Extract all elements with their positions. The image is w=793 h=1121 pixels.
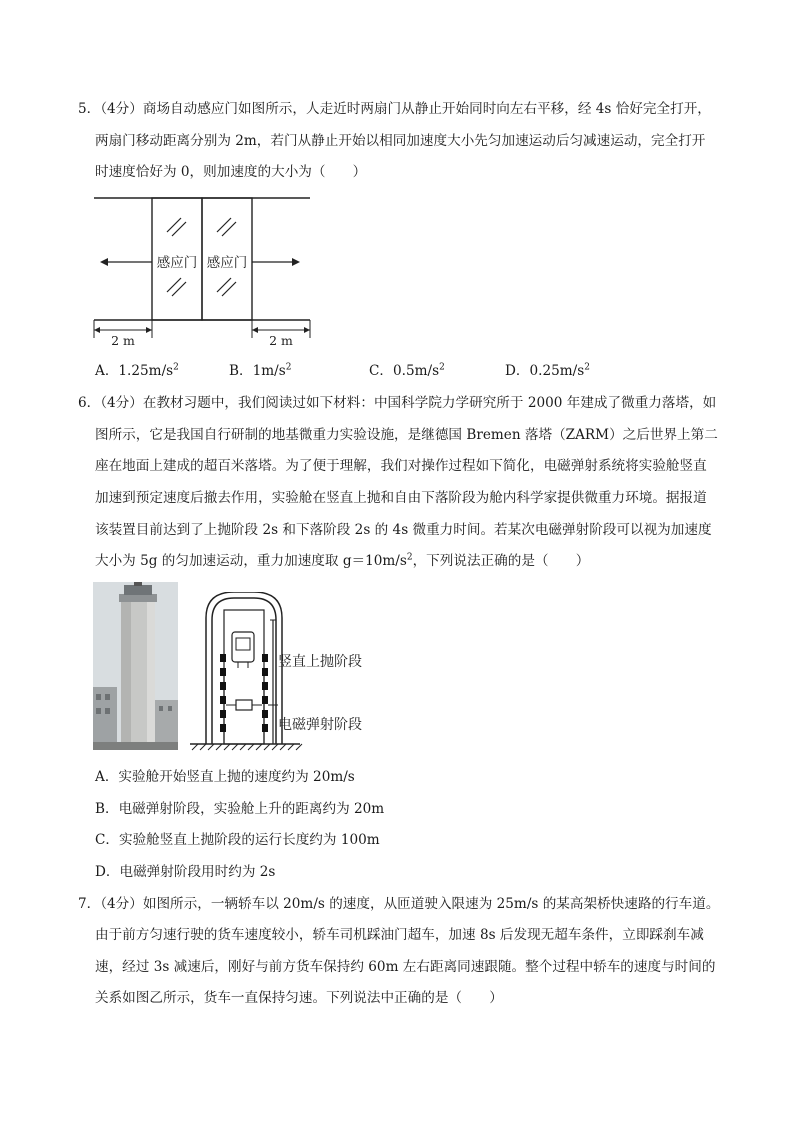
q6-text-line-5: 该装置目前达到了上抛阶段 2s 和下落阶段 2s 的 4s 微重力时间。若某次电磁弹射阶段可以视为加速度 [95, 522, 712, 538]
left-door-label: 感应门 [156, 255, 198, 271]
q7-text-line-1: 7．（4分）如图所示，一辆轿车以 20m/s 的速度，从匝道驶入限速为 25m/s 的某高架桥快速路的行车道。 [78, 896, 720, 912]
q5-text-line-3: 时速度恰好为 0，则加速度的大小为（ ） [95, 164, 367, 180]
q5-option-c: C．$0.5m/s^2$ [369, 362, 445, 379]
q7-text-line-3: 速，经过 3s 减速后，刚好与前方货车保持约 60m 左右距离同速跟随。整个过程中轿车的速度与时间的 [95, 959, 716, 975]
q5-text-line-1: 5．（4分）商场自动感应门如图所示，人走近时两扇门从静止开始同时向左右平移，经 4s 恰好完全打开， [78, 101, 711, 117]
q5-option-a: A．$1.25m/s^2$ [95, 362, 179, 379]
q6-text-line-3: 座在地面上建成的超百米落塔。为了便于理解，我们对操作过程如下简化，电磁弹射系统将实验舱竖直 [95, 458, 707, 474]
vertical-throw-stage-label: 竖直上抛阶段 [278, 654, 362, 670]
q7-text-line-4: 关系如图乙所示，货车一直保持匀速。下列说法中正确的是（ ） [95, 990, 503, 1006]
right-door-label: 感应门 [206, 255, 248, 271]
drop-tower-diagram [180, 592, 395, 752]
q6-text-line-2: 图所示，它是我国自行研制的地基微重力实验设施，是继德国 Bremen 落塔（ZARM）之后世界上第二 [95, 427, 718, 443]
q6-text-line-6: 大小为 5g 的匀加速运动，重力加速度取 $g=10m/s^2$，下列说法正确的是（ ） [95, 552, 590, 569]
q7-text-line-2: 由于前方匀速行驶的货车速度较小，轿车司机踩油门超车，加速 8s 后发现无超车条件，立即踩刹车减 [95, 927, 704, 943]
q6-text-line-1: 6．（4分）在教材习题中，我们阅读过如下材料：中国科学院力学研究所于 2000 年建成了微重力落塔，如 [78, 395, 717, 411]
q5-door-figure [88, 190, 318, 350]
drop-tower-photo [93, 582, 178, 750]
q6-option-b: B．电磁弹射阶段，实验舱上升的距离约为 20m [95, 801, 385, 817]
q5-option-d: D．$0.25m/s^2$ [505, 362, 590, 379]
left-distance-label: 2 m [111, 333, 135, 348]
right-distance-label: 2 m [269, 333, 293, 348]
q5-option-b: B．$1m/s^2$ [229, 362, 292, 379]
q6-text-line-4: 加速到预定速度后撤去作用，实验舱在竖直上抛和自由下落阶段为舱内科学家提供微重力环境。据报道 [95, 490, 707, 506]
q6-option-a: A．实验舱开始竖直上抛的速度约为 20m/s [95, 769, 355, 785]
electromagnetic-launch-stage-label: 电磁弹射阶段 [278, 717, 362, 733]
q6-option-d: D．电磁弹射阶段用时约为 2s [95, 864, 276, 880]
q6-option-c: C．实验舱竖直上抛阶段的运行长度约为 100m [95, 832, 380, 848]
q5-text-line-2: 两扇门移动距离分别为 2m，若门从静止开始以相同加速度大小先匀加速运动后匀减速运动，完全打开 [95, 133, 706, 149]
